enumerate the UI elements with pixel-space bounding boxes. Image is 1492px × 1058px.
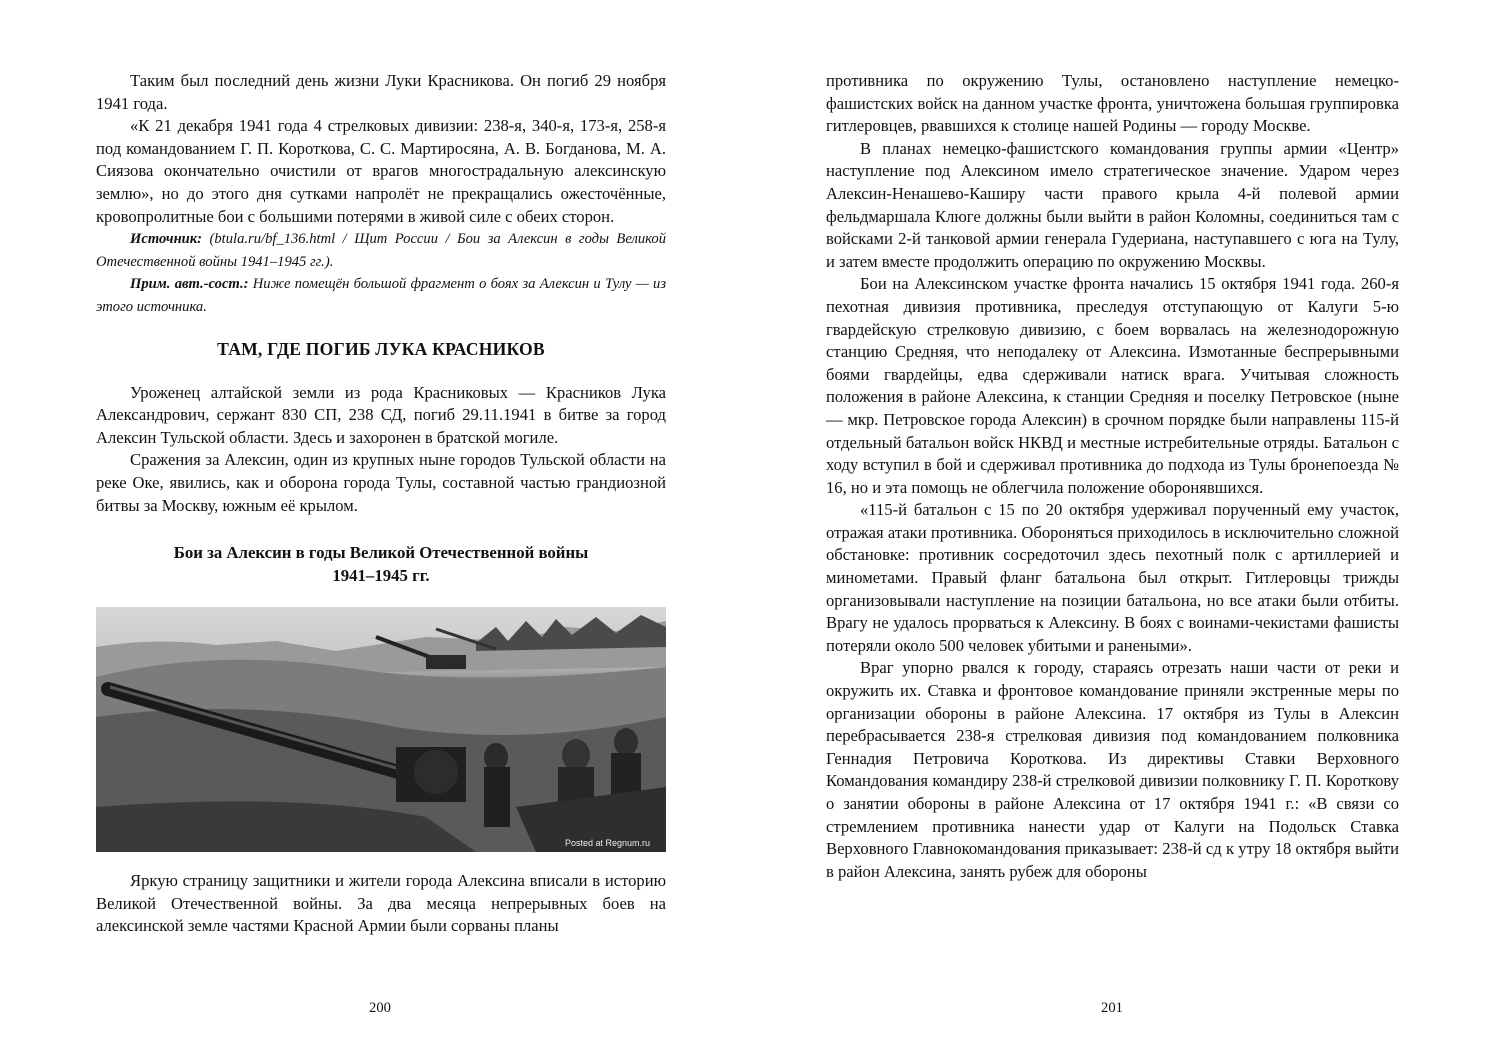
note-label: Прим. авт.-сост.: <box>130 276 249 293</box>
page-number: 200 <box>369 1000 391 1016</box>
paragraph: Бои на Алексинском участке фронта начались 15 октября 1941 года. 260-я пехотная дивизия противника, преследуя отступающую от Калуги 5-ю гвардейскую стрелковую дивизию, с боем ворвалась на железнодорожную станцию Средняя, что неподалеку от Алексина. Измотанные беспрерывными боями гвардейцы, едва сдерживали натиск врага. Учитывая сложность положения в районе Алексина, к станции Средняя и поселку Петровское (ныне — мкр. Петровское города Алексин) в срочном порядке были направлены 115-й отдельный батальон войск НКВД и местные истребительные отряды. Батальон с ходу вступил в бой и сдерживал противника до подхода из Тулы бронепоезда № 16, но и эта помощь не облегчила положение оборонявшихся. <box>826 274 1399 497</box>
photo-credit: Posted at Regnum.ru <box>564 838 650 849</box>
source-text: (btula.ru/bf_136.html / Щит России / Бои за Алексин в годы Великой Отечественной войны 1941–1945 гг.). <box>96 231 666 270</box>
paragraph: «К 21 декабря 1941 года 4 стрелковых дивизии: 238-я, 340-я, 173-я, 258-я под командованием Г. П. Короткова, С. С. Мартиросяна, А. В. Богданова, М. А. Сиязова окончательно очистили от врагов многострадальную алексинскую землю», но до этого дня сутками напролёт не прекращались ожесточённые, кровопролитные бои с большими потерями в живой силе с обеих сторон. <box>96 116 666 226</box>
paragraph: «115-й батальон с 15 по 20 октября удерживал порученный ему участок, отражая атаки противника. Обороняться приходилось в исключительно сложной обстановке: противник сосредоточил здесь пехотный полк с артиллерией и минометами. Правый фланг батальона был открыт. Гитлеровцы трижды организовывали наступление на позиции батальона, но все атаки были отбиты. Врагу не удалось прорваться к Алексину. В боях с воинами-чекистами фашисты потеряли около 500 человек убитыми и ранеными». <box>826 500 1399 655</box>
page-number: 201 <box>1101 1000 1123 1016</box>
author-note <box>96 273 666 318</box>
subsection-title-line-2: 1941–1945 гг. <box>332 566 430 586</box>
right-page <box>746 0 1492 1058</box>
paragraph: В планах немецко-фашистского командования группы армии «Центр» наступление под Алексином имело стратегическое значение. Ударом через Алексин-Ненашево-Каширу части правого крыла 4-й полевой армии фельдмаршала Клюге должны были выйти в район Коломны, соединиться там с войсками 2-й танковой армии генерала Гудериана, наступавшего с юга на Тулу, и затем вместе продолжить операцию по окружению Москвы. <box>826 138 1399 271</box>
paragraph-continuation: противника по окружению Тулы, остановлено наступление немецко-фашистских войск на данном участке фронта, уничтожена большая группировка гитлеровцев, рвавшихся к столице нашей Родины — городу Москве. <box>826 71 1399 136</box>
subsection-title <box>96 541 666 587</box>
left-text-column <box>96 70 666 938</box>
subsection-title-line-1: Бои за Алексин в годы Великой Отечественной войны <box>173 543 589 563</box>
artillery-photo <box>96 607 666 852</box>
source-label: Источник: <box>130 231 203 248</box>
paragraph: Враг упорно рвался к городу, стараясь отрезать наши части от реки и окружить их. Ставка и фронтовое командование приняли экстренные меры по организации обороны в районе Алексина. 17 октября из Тулы в Алексин перебрасывается 238-я стрелковая дивизия под командованием полковника Геннадия Петровича Короткова. Из директивы Ставки Верховного Командования командиру 238-й стрелковой дивизии полковнику Г. П. Короткову о занятии обороны в районе Алексина от 17 октября 1941 г.: «В связи со стремлением противника нанести удар от Калуги на Подольск Ставка Верховного Главнокомандования приказывает: 238-й сд к утру 18 октября выйти в район Алексина, занять рубеж для обороны <box>826 658 1399 881</box>
source-citation <box>96 228 666 273</box>
paragraph: Таким был последний день жизни Луки Красникова. Он погиб 29 ноября 1941 года. <box>96 71 666 113</box>
artillery-photo-drawing <box>96 607 666 852</box>
note-text: Ниже помещён большой фрагмент о боях за Алексин и Тулу — из этого источника. <box>96 276 667 315</box>
right-text-column <box>826 70 1399 883</box>
paragraph: Сражения за Алексин, один из крупных ныне городов Тульской области на реке Оке, явились, как и оборона города Тулы, составной частью грандиозной битвы за Москву, южным её крылом. <box>96 450 666 515</box>
paragraph: Уроженец алтайской земли из рода Красниковых — Красников Лука Александрович, сержант 830 СП, 238 СД, погиб 29.11.1941 в битве за город Алексин Тульской области. Здесь и захоронен в братской могиле. <box>96 382 666 447</box>
paragraph: Яркую страницу защитники и жители города Алексина вписали в историю Великой Отечественной войны. За два месяца непрерывных боев на алексинской земле частями Красной Армии были сорваны планы <box>96 871 666 936</box>
section-title: ТАМ, ГДЕ ПОГИБ ЛУКА КРАСНИКОВ <box>217 338 545 359</box>
